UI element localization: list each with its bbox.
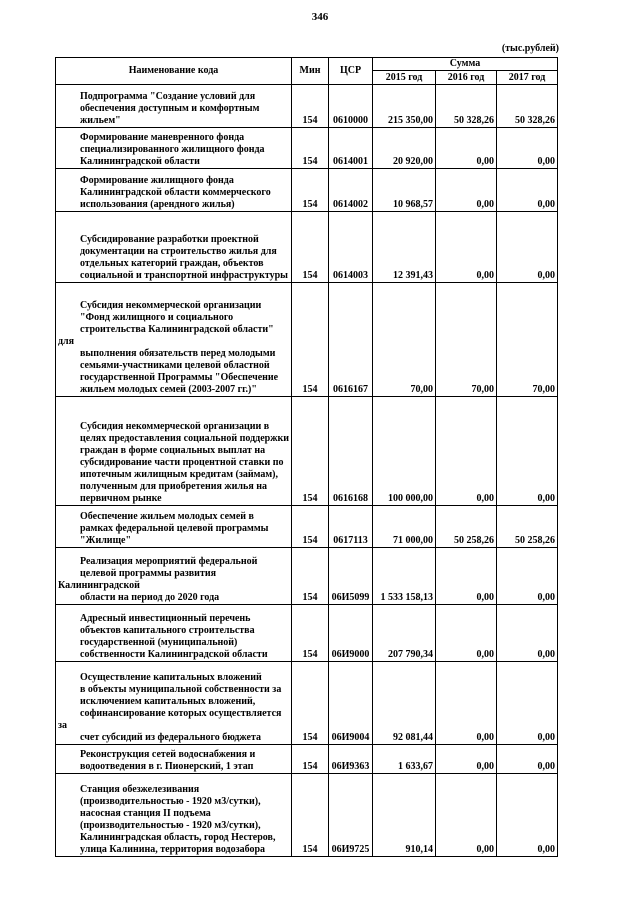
row-2015: 12 391,43 [373,212,436,283]
row-2016: 0,00 [436,745,497,774]
row-min: 154 [292,212,329,283]
row-name: Субсидия некоммерческой организации "Фонд жилищного и социального строительства Калининградской области" для выполнения обязательств перед молодыми семьями-участниками целевой областной государственной Программы "Обеспечение жильем молодых семей (2003-2007 гг.)" [56,283,292,397]
row-2017: 0,00 [497,397,558,506]
table-row [56,283,558,397]
row-min: 154 [292,85,329,128]
table-row [56,212,558,283]
row-csr: 06И9363 [329,745,373,774]
row-2017: 0,00 [497,128,558,169]
table-row [56,662,558,745]
row-name: Формирование жилищного фонда Калининградской области коммерческого использования (арендного жилья) [56,169,292,212]
row-2017: 0,00 [497,169,558,212]
row-csr: 0616168 [329,397,373,506]
row-name: Субсидирование разработки проектной документации на строительство жилья для отдельных категорий граждан, объектов социальной и транспортной инфраструктуры [56,212,292,283]
row-min: 154 [292,662,329,745]
row-min: 154 [292,128,329,169]
row-min: 154 [292,283,329,397]
table-row [56,85,558,128]
page-number: 346 [311,11,329,23]
row-2017: 0,00 [497,662,558,745]
row-2015: 207 790,34 [373,605,436,662]
row-name: Субсидия некоммерческой организации в целях предоставления социальной поддержки граждан в форме социальных выплат на субсидирование части процентной ставки по ипотечным жилищным кредитам (займам), полученным для приобретения жилья на первичном рынке [56,397,292,506]
row-name: Адресный инвестиционный перечень объектов капитального строительства государственной (муниципальной) собственности Калининградской области [56,605,292,662]
row-2017: 50 258,26 [497,506,558,548]
table-row [56,774,558,857]
row-2017: 0,00 [497,548,558,605]
row-2016: 50 328,26 [436,85,497,128]
row-csr: 06И9000 [329,605,373,662]
row-2015: 70,00 [373,283,436,397]
row-2016: 0,00 [436,169,497,212]
row-min: 154 [292,548,329,605]
row-csr: 0614002 [329,169,373,212]
row-2017: 0,00 [497,605,558,662]
row-csr: 0610000 [329,85,373,128]
row-2016: 50 258,26 [436,506,497,548]
table-row [56,548,558,605]
row-2016: 0,00 [436,212,497,283]
table-body [56,85,558,857]
row-2015: 1 533 158,13 [373,548,436,605]
row-csr: 0616167 [329,283,373,397]
row-2015: 71 000,00 [373,506,436,548]
row-2017: 0,00 [497,212,558,283]
table-row [56,169,558,212]
row-2016: 0,00 [436,605,497,662]
header-2015: 2015 год [373,71,436,85]
row-2016: 70,00 [436,283,497,397]
header-csr: ЦСР [329,58,373,85]
row-csr: 06И5099 [329,548,373,605]
row-min: 154 [292,506,329,548]
row-2015: 215 350,00 [373,85,436,128]
row-csr: 0617113 [329,506,373,548]
table-row [56,605,558,662]
row-2017: 50 328,26 [497,85,558,128]
row-csr: 06И9725 [329,774,373,857]
row-name: Осуществление капитальных вложений в объекты муниципальной собственности за исключением капитальных вложений, софинансирование которых осуществляется за счет субсидий из федерального бюджета [56,662,292,745]
row-2017: 0,00 [497,774,558,857]
row-2015: 100 000,00 [373,397,436,506]
row-2016: 0,00 [436,128,497,169]
table-row [56,397,558,506]
row-2016: 0,00 [436,548,497,605]
row-2015: 10 968,57 [373,169,436,212]
row-min: 154 [292,397,329,506]
row-2015: 92 081,44 [373,662,436,745]
budget-table [55,57,558,857]
row-name: Реализация мероприятий федеральной целевой программы развития Калининградской области на период до 2020 года [56,548,292,605]
row-name: Обеспечение жильем молодых семей в рамках федеральной целевой программы "Жилище" [56,506,292,548]
row-2017: 70,00 [497,283,558,397]
table-row [56,128,558,169]
row-2016: 0,00 [436,662,497,745]
header-name: Наименование кода [56,58,292,85]
row-min: 154 [292,605,329,662]
header-min: Мин [292,58,329,85]
table-row [56,506,558,548]
unit-note: (тыс.рублей) [501,43,559,54]
row-name: Станция обезжелезивания (производительностью - 1920 м3/сутки), насосная станция II подъема (производительностью - 1920 м3/сутки), Калининградская область, город Нестеров, улица Калинина, территория водозабора [56,774,292,857]
row-2017: 0,00 [497,745,558,774]
row-min: 154 [292,774,329,857]
row-name: Реконструкция сетей водоснабжения и водоотведения в г. Пионерский, 1 этап [56,745,292,774]
row-2015: 20 920,00 [373,128,436,169]
row-min: 154 [292,169,329,212]
row-min: 154 [292,745,329,774]
row-csr: 0614001 [329,128,373,169]
row-csr: 06И9004 [329,662,373,745]
header-sum: Сумма [373,58,558,71]
table-header [56,58,558,85]
row-csr: 0614003 [329,212,373,283]
row-2015: 910,14 [373,774,436,857]
row-2016: 0,00 [436,774,497,857]
header-2017: 2017 год [497,71,558,85]
header-2016: 2016 год [436,71,497,85]
row-name: Подпрограмма "Создание условий для обеспечения доступным и комфортным жильем" [56,85,292,128]
table-row [56,745,558,774]
row-name: Формирование маневренного фонда специализированного жилищного фонда Калининградской области [56,128,292,169]
row-2016: 0,00 [436,397,497,506]
row-2015: 1 633,67 [373,745,436,774]
